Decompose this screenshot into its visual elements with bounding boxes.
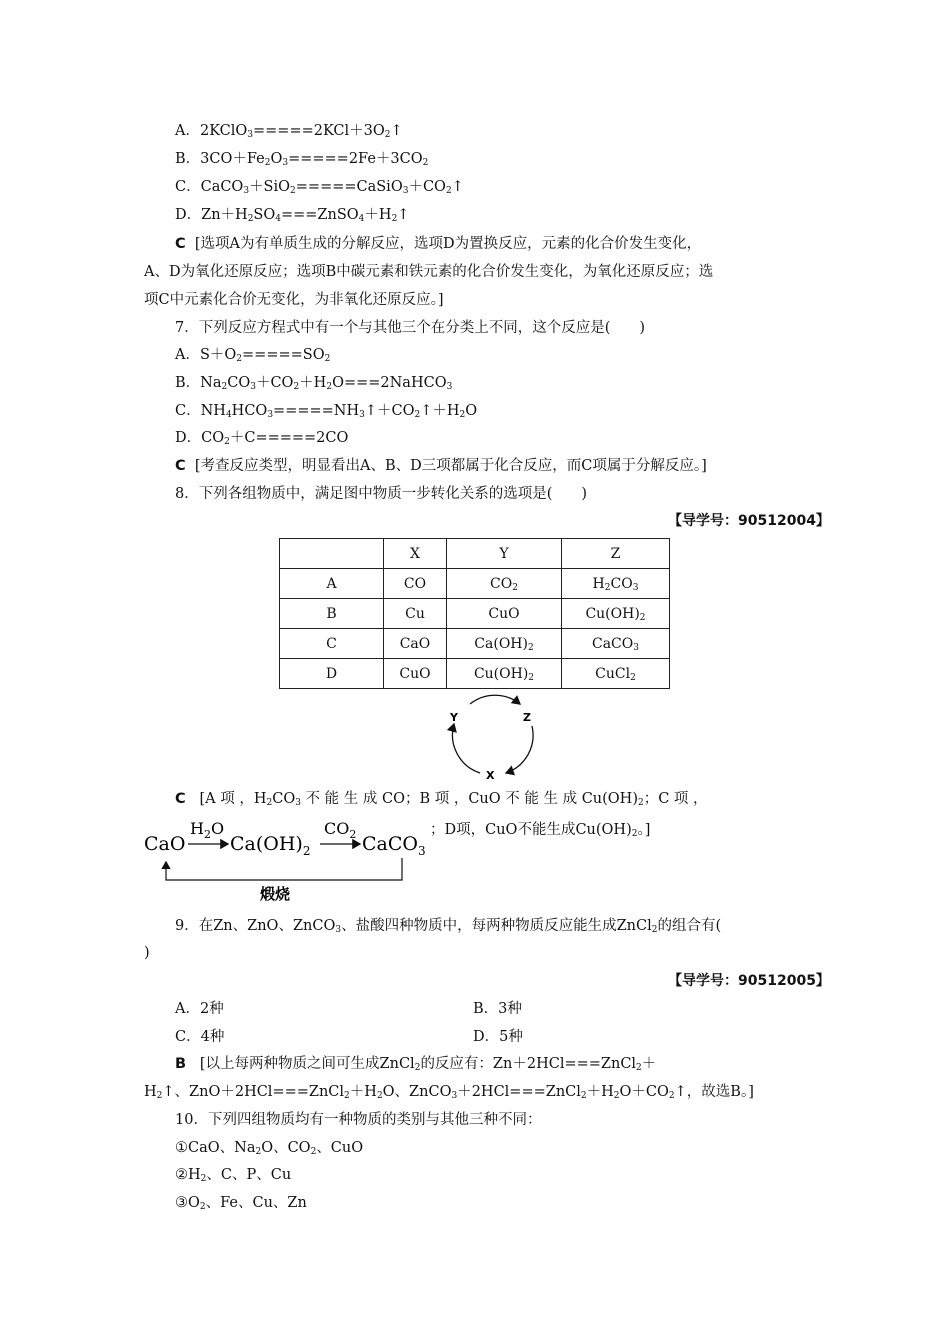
table-header-row [280,539,670,569]
q7-explanation: [考查反应类型，明显看出A、B、D三项都属于化合反应，而C项属于分解反应。] [194,458,707,474]
scheme-water-label: $H_2O$ [190,819,225,841]
q9-explanation-1: [以上每两种物质之间可生成ZnCl$_2$的反应有：Zn＋2HCl===ZnCl$_2$＋ [199,1056,657,1073]
q8-reference-number: 【导学号：90512004】 [668,513,830,529]
q8-stem: 8．下列各组物质中，满足图中物质一步转化关系的选项是( ) [175,486,588,502]
q7-answer: C [175,458,186,474]
q9-option-b: B．3种 [473,1001,522,1017]
table-cell: CO [384,569,447,599]
conversion-cycle-diagram [440,690,550,782]
table-cell: $H_2CO_3$ [562,569,670,599]
arrow-x-to-y [452,724,480,773]
q8-options-table [279,538,670,689]
table-cell: CuO [384,659,447,689]
q9-option-a: A．2种 [175,1001,224,1017]
node-x: X [486,769,495,782]
table-cell: X [384,539,447,569]
q7-option-b: B．$Na_2CO_3+CO_2+H_2O===2NaHCO_3$ [175,375,453,392]
reaction-scheme [144,814,434,904]
table-cell: D [280,659,384,689]
table-cell: B [280,599,384,629]
arrow-y-to-z [470,695,520,704]
q9-stem-2: ) [144,945,150,961]
q6-explanation-2: A、D为氧化还原反应；选项B中碳元素和铁元素的化合价发生变化，为氧化还原反应；选 [144,264,714,280]
table-row [280,659,670,689]
scheme-calcination-label: 煅烧 [260,885,291,903]
table-cell: $CO_2$ [447,569,562,599]
table-cell: CaCO$_3$ [562,629,670,659]
q8-answer-line [175,789,708,809]
arrow-z-to-x [506,726,533,773]
table-cell [280,539,384,569]
table-cell: Z [562,539,670,569]
table-cell: CuCl$_2$ [562,659,670,689]
q6-option-a: A．$2KClO_3=====2KCl+3O_2↑$ [175,123,403,140]
table-cell: CaO [384,629,447,659]
node-y: Y [450,711,458,724]
q6-option-d: D．$Zn+H_2SO_4===ZnSO_4+H_2↑$ [175,207,410,224]
q7-option-a: A．$S+O_2=====SO_2$ [175,347,331,364]
table-cell: C [280,629,384,659]
scheme-return-arrow [166,858,402,880]
q6-answer-line [175,234,701,254]
table-cell: Y [447,539,562,569]
q10-stem: 10．下列四组物质均有一种物质的类别与其他三种不同： [175,1112,542,1128]
scheme-co2-label: $CO_2$ [324,819,357,841]
table-cell: $Cu(OH)_2$ [447,659,562,689]
scheme-calcium-hydroxide: $Ca(OH)_2$ [230,833,311,858]
table-row [280,599,670,629]
q8-explanation-1: [A 项 ，$H_2CO_3$ 不 能 生 成 CO；B 项 ，CuO 不 能 生 成 $Cu(OH)_2$；C 项 ， [199,791,708,808]
q10-item-1: ①CaO、$Na_2O$、$CO_2$、CuO [175,1140,364,1157]
table-row [280,629,670,659]
table-cell: $Ca(OH)_2$ [447,629,562,659]
q6-explanation-1: [选项A为有单质生成的分解反应，选项D为置换反应，元素的化合价发生变化， [194,236,702,252]
q10-item-2: $②H_2$、C、P、Cu [175,1167,292,1184]
table-cell: CuO [447,599,562,629]
q10-item-3: $③O_2$、Fe、Cu、Zn [175,1195,307,1212]
table-cell: $Cu(OH)_2$ [562,599,670,629]
q9-reference-number: 【导学号：90512005】 [668,973,830,989]
q9-answer: B [175,1056,187,1072]
table-cell: A [280,569,384,599]
node-z: Z [523,711,531,724]
q8-answer: C [175,791,186,807]
q7-option-d: D．$CO_2+C=====2CO$ [175,430,349,447]
q9-answer-line [175,1054,656,1074]
q6-answer: C [175,236,186,252]
q7-option-c: C．$NH_4HCO_3=====NH_3↑+CO_2↑+H_2O$ [175,403,478,420]
q6-explanation-3: 项C中元素化合价无变化，为非氧化还原反应。] [144,292,444,308]
q7-answer-line [175,456,707,476]
q7-stem: 7．下列反应方程式中有一个与其他三个在分类上不同，这个反应是( ) [175,320,646,336]
scheme-cao: CaO [144,833,186,855]
q9-stem-1: 9．在Zn、ZnO、ZnCO$_3$、盐酸四种物质中，每两种物质反应能生成ZnCl$_2$的组合有( [175,918,722,935]
q6-option-b: B．$3CO+Fe_2O_3=====2Fe+3CO_2$ [175,151,429,168]
q9-explanation-2: $H_2↑$、$ZnO+2HCl===ZnCl_2+H_2O$、$ZnCO_3+2HCl===ZnCl_2+H_2O+CO_2↑$，故选B。] [144,1084,754,1101]
scheme-calcium-carbonate: CaCO$_3$ [362,833,426,858]
table-row [280,569,670,599]
table-cell: Cu [384,599,447,629]
q8-explanation-2: ；D项，CuO不能生成$Cu(OH)_2$。] [430,822,651,839]
q9-option-d: D．5种 [473,1029,523,1045]
q9-option-c: C．4种 [175,1029,225,1045]
q6-option-c: C．$CaCO_3+SiO_2=====CaSiO_3+CO_2↑$ [175,179,464,196]
